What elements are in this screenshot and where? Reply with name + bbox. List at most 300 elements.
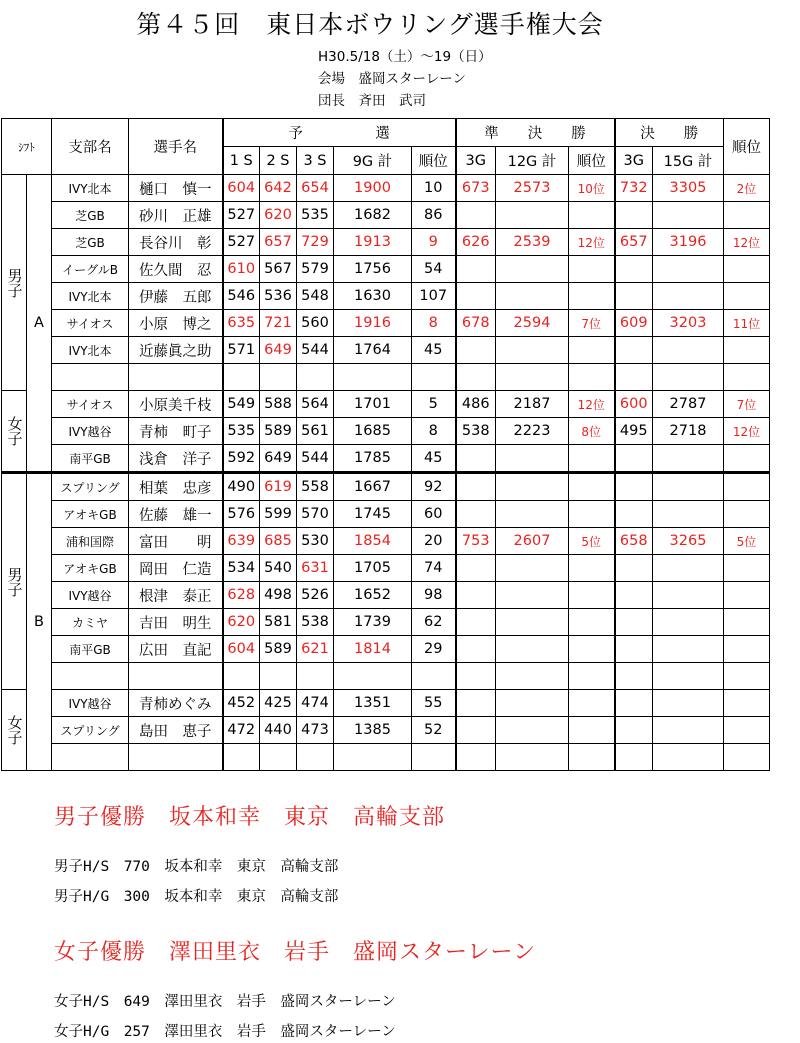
12g-total [496,582,569,609]
final-3g-score [615,636,653,663]
semi-rank [569,202,615,229]
9g-total: 1630 [334,283,412,310]
final-rank [724,256,770,283]
9g-total: 1916 [334,310,412,337]
game2-score: 536 [260,283,297,310]
final-rank: 12位 [724,418,770,445]
gender-label: 女子 [5,416,24,446]
9g-total: 1764 [334,337,412,364]
team-leader: 団長 斉田 武司 [318,93,426,109]
semi-3g-score [456,690,496,717]
game3-score: 654 [297,175,334,202]
semi-rank: 8位 [569,418,615,445]
game3-score: 535 [297,202,334,229]
15g-total [653,717,724,744]
15g-total: 3265 [653,528,724,555]
game2-score: 540 [260,555,297,582]
table-row [2,391,770,418]
prelim-rank: 98 [412,582,456,609]
header-game3: 3 S [297,147,334,175]
9g-total: 1854 [334,528,412,555]
9g-total: 1745 [334,501,412,528]
game1-score: 490 [223,473,260,501]
gender-label: 男子 [5,267,24,298]
branch-cell: 南平GB [52,636,129,663]
game3-score: 474 [297,690,334,717]
final-3g-score [615,555,653,582]
15g-total [653,337,724,364]
table-row [2,418,770,445]
15g-total: 3203 [653,310,724,337]
game3-score: 564 [297,391,334,418]
semi-rank [569,663,615,690]
final-3g-score: 495 [615,418,653,445]
game3-score: 631 [297,555,334,582]
gender-cell [2,391,27,473]
gender-cell [2,690,27,771]
9g-total: 1682 [334,202,412,229]
game2-score: 425 [260,690,297,717]
female-high-series: 女子H/S 649 澤田里衣 岩手 盛岡スターレーン [54,994,396,1010]
semi-3g-score [456,501,496,528]
header-game2: 2 S [260,147,297,175]
12g-total: 2594 [496,310,569,337]
prelim-rank [412,364,456,391]
table-row [2,501,770,528]
results-table [1,118,770,771]
game3-score [297,744,334,771]
15g-total [653,636,724,663]
game3-score: 560 [297,310,334,337]
12g-total [496,364,569,391]
header-12g-total: 12G 計 [496,147,569,175]
final-rank [724,717,770,744]
final-3g-score [615,663,653,690]
final-rank [724,473,770,501]
final-3g-score [615,609,653,636]
header-semi-3g: 3G [456,147,496,175]
header-player: 選手名 [129,119,223,175]
semi-rank [569,283,615,310]
final-3g-score [615,744,653,771]
branch-cell: スプリング [52,717,129,744]
12g-total [496,337,569,364]
prelim-rank: 52 [412,717,456,744]
12g-total: 2607 [496,528,569,555]
15g-total [653,256,724,283]
prelim-rank: 92 [412,473,456,501]
15g-total [653,202,724,229]
table-row [2,283,770,310]
branch-cell: 芝GB [52,202,129,229]
prelim-rank [412,663,456,690]
semi-3g-score: 673 [456,175,496,202]
12g-total [496,663,569,690]
player-name-cell: 相葉 忠彦 [129,473,223,501]
semi-rank: 12位 [569,229,615,256]
table-row [2,690,770,717]
table-row [2,364,770,391]
game2-score: 498 [260,582,297,609]
15g-total: 2718 [653,418,724,445]
game1-score [223,663,260,690]
semi-3g-score: 538 [456,418,496,445]
prelim-rank: 54 [412,256,456,283]
game1-score: 576 [223,501,260,528]
12g-total [496,555,569,582]
prelim-rank: 29 [412,636,456,663]
player-name-cell [129,744,223,771]
semi-3g-score [456,744,496,771]
table-row [2,636,770,663]
semi-rank [569,501,615,528]
final-3g-score [615,501,653,528]
15g-total: 2787 [653,391,724,418]
game3-score: 558 [297,473,334,501]
event-venue: 会場 盛岡スターレーン [318,71,466,87]
semi-rank [569,744,615,771]
final-3g-score [615,283,653,310]
semi-rank [569,473,615,501]
game1-score: 571 [223,337,260,364]
15g-total [653,690,724,717]
final-3g-score: 600 [615,391,653,418]
final-3g-score [615,445,653,473]
9g-total [334,663,412,690]
table-row [2,229,770,256]
semi-rank [569,337,615,364]
15g-total [653,364,724,391]
15g-total: 3305 [653,175,724,202]
prelim-rank: 55 [412,690,456,717]
final-3g-score [615,717,653,744]
header-15g-total: 15G 計 [653,147,724,175]
semi-rank: 7位 [569,310,615,337]
game3-score: 530 [297,528,334,555]
final-3g-score: 657 [615,229,653,256]
player-name-cell: 小原 博之 [129,310,223,337]
9g-total: 1667 [334,473,412,501]
branch-cell [52,744,129,771]
semi-rank [569,609,615,636]
game1-score [223,744,260,771]
semi-3g-score: 626 [456,229,496,256]
prelim-rank: 107 [412,283,456,310]
header-game1: 1 S [223,147,260,175]
final-rank [724,364,770,391]
15g-total: 3196 [653,229,724,256]
final-rank [724,501,770,528]
semi-3g-score [456,473,496,501]
game3-score: 544 [297,337,334,364]
game2-score: 599 [260,501,297,528]
player-name-cell: 佐久間 忍 [129,256,223,283]
header-shift: ｼﾌﾄ [2,119,52,175]
game1-score: 639 [223,528,260,555]
9g-total [334,744,412,771]
player-name-cell: 佐藤 雄一 [129,501,223,528]
table-row [2,582,770,609]
game2-score: 685 [260,528,297,555]
player-name-cell: 樋口 慎一 [129,175,223,202]
final-rank [724,609,770,636]
game1-score: 549 [223,391,260,418]
final-3g-score [615,364,653,391]
final-rank [724,663,770,690]
15g-total [653,609,724,636]
player-name-cell: 青柿めぐみ [129,690,223,717]
final-3g-score [615,337,653,364]
semi-rank: 5位 [569,528,615,555]
12g-total [496,473,569,501]
game2-score: 567 [260,256,297,283]
9g-total [334,364,412,391]
final-3g-score [615,582,653,609]
table-row [2,744,770,771]
9g-total: 1685 [334,418,412,445]
game3-score: 538 [297,609,334,636]
game1-score: 535 [223,418,260,445]
semi-3g-score [456,202,496,229]
table-row [2,310,770,337]
header-rank: 順位 [724,119,770,175]
branch-cell: アオキGB [52,501,129,528]
branch-cell: IVY北本 [52,337,129,364]
branch-cell: サイオス [52,391,129,418]
header-prelim-rank: 順位 [412,147,456,175]
15g-total [653,744,724,771]
header-semi: 準 決 勝 [456,119,615,147]
12g-total [496,202,569,229]
branch-cell [52,663,129,690]
prelim-rank: 5 [412,391,456,418]
prelim-rank: 45 [412,337,456,364]
player-name-cell: 小原美千枝 [129,391,223,418]
table-row [2,663,770,690]
9g-total: 1913 [334,229,412,256]
12g-total: 2187 [496,391,569,418]
final-3g-score [615,256,653,283]
semi-3g-score [456,555,496,582]
game1-score: 628 [223,582,260,609]
semi-3g-score: 678 [456,310,496,337]
game3-score: 621 [297,636,334,663]
semi-rank [569,636,615,663]
branch-cell: IVY北本 [52,283,129,310]
final-rank [724,636,770,663]
prelim-rank [412,744,456,771]
final-rank: 5位 [724,528,770,555]
table-row [2,202,770,229]
game1-score: 472 [223,717,260,744]
branch-cell [52,364,129,391]
header-branch: 支部名 [52,119,129,175]
game1-score: 546 [223,283,260,310]
12g-total [496,636,569,663]
final-3g-score: 732 [615,175,653,202]
game2-score [260,663,297,690]
game1-score: 452 [223,690,260,717]
header-final: 決 勝 [615,119,724,147]
game1-score: 620 [223,609,260,636]
game2-score [260,744,297,771]
15g-total [653,445,724,473]
game3-score: 526 [297,582,334,609]
game2-score: 440 [260,717,297,744]
game1-score: 592 [223,445,260,473]
event-date: H30.5/18（土）～19（日） [318,49,492,65]
final-3g-score [615,202,653,229]
branch-cell: アオキGB [52,555,129,582]
prelim-rank: 10 [412,175,456,202]
game3-score: 561 [297,418,334,445]
final-3g-score [615,690,653,717]
player-name-cell: 伊藤 五郎 [129,283,223,310]
semi-3g-score [456,717,496,744]
final-rank [724,337,770,364]
player-name-cell: 吉田 明生 [129,609,223,636]
15g-total [653,582,724,609]
game2-score: 620 [260,202,297,229]
game1-score: 610 [223,256,260,283]
male-high-game: 男子H/G 300 坂本和幸 東京 高輪支部 [54,889,339,905]
9g-total: 1701 [334,391,412,418]
male-champion: 男子優勝 坂本和幸 東京 高輪支部 [54,805,446,830]
table-row [2,337,770,364]
game2-score: 589 [260,636,297,663]
player-name-cell: 浅倉 洋子 [129,445,223,473]
12g-total [496,744,569,771]
final-rank: 12位 [724,229,770,256]
branch-cell: スプリング [52,473,129,501]
semi-3g-score: 486 [456,391,496,418]
game1-score [223,364,260,391]
9g-total: 1756 [334,256,412,283]
12g-total [496,283,569,310]
branch-cell: サイオス [52,310,129,337]
semi-3g-score [456,445,496,473]
final-rank [724,555,770,582]
game3-score [297,663,334,690]
12g-total [496,445,569,473]
final-3g-score: 609 [615,310,653,337]
game1-score: 527 [223,229,260,256]
gender-label: 男子 [5,566,24,597]
table-row [2,473,770,501]
male-high-series: 男子H/S 770 坂本和幸 東京 高輪支部 [54,859,339,875]
12g-total: 2223 [496,418,569,445]
game3-score [297,364,334,391]
9g-total: 1385 [334,717,412,744]
branch-cell: IVY越谷 [52,418,129,445]
9g-total: 1814 [334,636,412,663]
header-prelim: 予 選 [223,119,456,147]
game2-score: 649 [260,445,297,473]
game1-score: 604 [223,636,260,663]
prelim-rank: 8 [412,418,456,445]
gender-cell [2,473,27,690]
final-rank [724,582,770,609]
player-name-cell: 広田 直記 [129,636,223,663]
9g-total: 1351 [334,690,412,717]
player-name-cell [129,663,223,690]
semi-3g-score [456,609,496,636]
game2-score: 649 [260,337,297,364]
prelim-rank: 20 [412,528,456,555]
branch-cell: IVY越谷 [52,690,129,717]
semi-3g-score [456,337,496,364]
final-3g-score: 658 [615,528,653,555]
12g-total [496,256,569,283]
game2-score: 619 [260,473,297,501]
player-name-cell: 青柿 町子 [129,418,223,445]
game3-score: 548 [297,283,334,310]
12g-total [496,501,569,528]
player-name-cell: 長谷川 彰 [129,229,223,256]
semi-rank [569,256,615,283]
game2-score: 581 [260,609,297,636]
semi-rank [569,690,615,717]
semi-3g-score [456,636,496,663]
semi-3g-score [456,364,496,391]
15g-total [653,473,724,501]
semi-rank [569,555,615,582]
branch-cell: 南平GB [52,445,129,473]
player-name-cell: 根津 泰正 [129,582,223,609]
game3-score: 729 [297,229,334,256]
15g-total [653,663,724,690]
final-rank: 11位 [724,310,770,337]
table-row [2,717,770,744]
semi-rank [569,717,615,744]
9g-total: 1900 [334,175,412,202]
female-champion: 女子優勝 澤田里衣 岩手 盛岡スターレーン [54,940,537,965]
game3-score: 579 [297,256,334,283]
prelim-rank: 45 [412,445,456,473]
game2-score: 589 [260,418,297,445]
final-rank [724,202,770,229]
9g-total: 1785 [334,445,412,473]
prelim-rank: 74 [412,555,456,582]
final-rank [724,445,770,473]
game2-score: 642 [260,175,297,202]
game1-score: 527 [223,202,260,229]
player-name-cell: 砂川 正雄 [129,202,223,229]
semi-3g-score [456,283,496,310]
12g-total [496,690,569,717]
game3-score: 473 [297,717,334,744]
semi-rank: 10位 [569,175,615,202]
semi-3g-score [456,256,496,283]
player-name-cell [129,364,223,391]
branch-cell: 浦和国際 [52,528,129,555]
branch-cell: IVY北本 [52,175,129,202]
semi-rank [569,582,615,609]
table-row [2,528,770,555]
game1-score: 534 [223,555,260,582]
game3-score: 570 [297,501,334,528]
semi-3g-score [456,663,496,690]
branch-cell: カミヤ [52,609,129,636]
final-rank [724,744,770,771]
final-rank: 7位 [724,391,770,418]
table-row [2,256,770,283]
gender-label: 女子 [5,715,24,745]
12g-total: 2539 [496,229,569,256]
player-name-cell: 島田 恵子 [129,717,223,744]
game1-score: 604 [223,175,260,202]
shift-cell: A [27,175,52,473]
